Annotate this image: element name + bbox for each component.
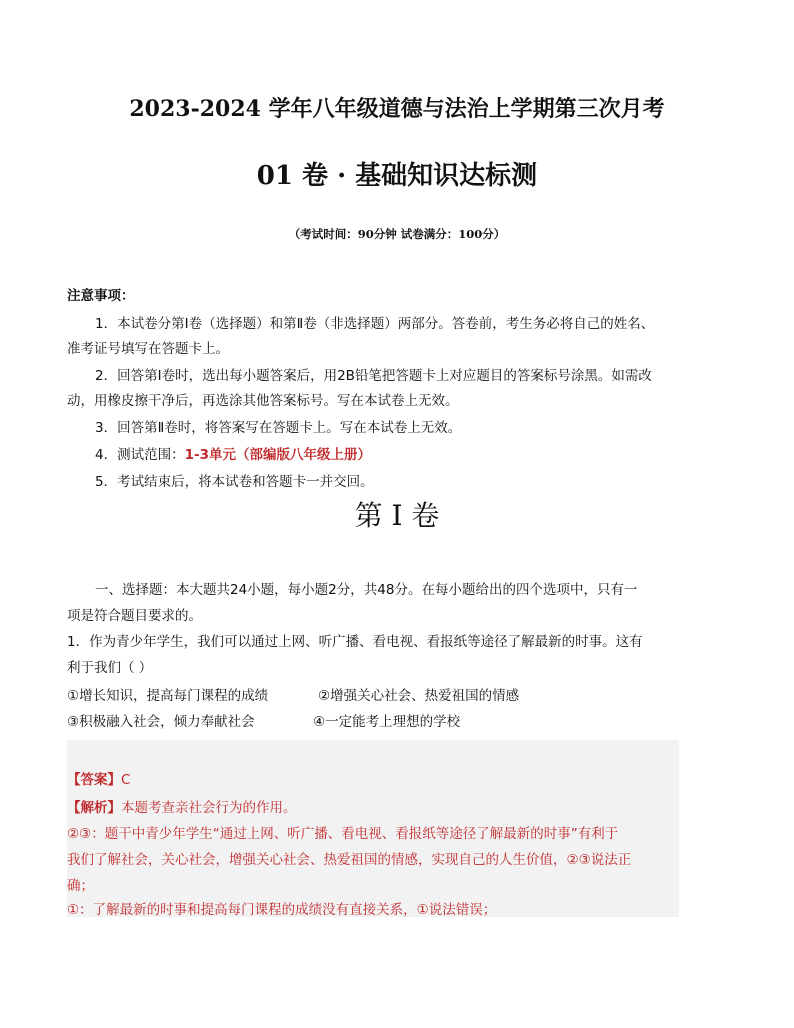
question-1-item-3: ③积极融入社会，倾力奉献社会 xyxy=(67,714,255,730)
notice-item-2-line-2: 动，用橡皮擦干净后，再选涂其他答案标号。写在本试卷上无效。 xyxy=(67,393,459,409)
exam-title: 2023-2024 学年八年级道德与法治上学期第三次月考 xyxy=(129,96,665,122)
answer-value: C xyxy=(121,772,131,788)
section-title: 第 I 卷 xyxy=(354,499,440,532)
analysis-line-1: ②③：题干中青少年学生“通过上网、听广播、看电视、看报纸等途径了解最新的时事”有利于 xyxy=(67,826,619,842)
question-1-item-1: ①增长知识，提高每门课程的成绩 xyxy=(67,688,269,704)
notice-item-1-line-1: 1．本试卷分第Ⅰ卷（选择题）和第Ⅱ卷（非选择题）两部分。答卷前，考生务必将自己的姓名、 xyxy=(95,316,655,332)
question-1-item-2: ②增强关心社会、热爱祖国的情感 xyxy=(318,688,520,704)
notice-item-1-line-2: 准考证号填写在答题卡上。 xyxy=(67,341,229,357)
notice-item-4 xyxy=(95,443,371,463)
analysis-line-4: ①：了解最新的时事和提高每门课程的成绩没有直接关系，①说法错误； xyxy=(67,902,497,918)
analysis-label: 【解析】 xyxy=(67,800,121,816)
notice-item-5: 5．考试结束后，将本试卷和答题卡一并交回。 xyxy=(95,474,374,490)
notice-item-2-line-1: 2．回答第Ⅰ卷时，选出每小题答案后，用2B铅笔把答题卡上对应题目的答案标号涂黑。如需改 xyxy=(95,368,652,384)
test-range: 1-3单元（部编版八年级上册） xyxy=(184,447,371,463)
section-instruction-line-2: 项是符合题目要求的。 xyxy=(67,608,202,624)
answer-label: 【答案】 xyxy=(67,772,121,788)
analysis-line-3: 确； xyxy=(67,878,94,894)
analysis-row xyxy=(67,796,297,816)
section-instruction-line-1: 一、选择题：本大题共24小题，每小题2分，共48分。在每小题给出的四个选项中，只有一 xyxy=(95,582,638,598)
exam-subtitle: 01 卷 · 基础知识达标测 xyxy=(256,161,538,191)
analysis-text: 本题考查亲社会行为的作用。 xyxy=(121,800,297,816)
answer-row xyxy=(67,768,130,788)
notice-item-3: 3．回答第Ⅱ卷时，将答案写在答题卡上。写在本试卷上无效。 xyxy=(95,420,462,436)
question-1-stem-line-1: 1．作为青少年学生，我们可以通过上网、听广播、看电视、看报纸等途径了解最新的时事。这有 xyxy=(67,634,643,650)
notice-item-4-prefix: 4．测试范围： xyxy=(95,447,185,463)
analysis-line-2: 我们了解社会，关心社会，增强关心社会、热爱祖国的情感，实现自己的人生价值，②③说法正 xyxy=(67,852,632,868)
question-1-stem-line-2: 利于我们（ ） xyxy=(67,660,153,676)
question-1-item-4: ④一定能考上理想的学校 xyxy=(313,714,461,730)
exam-meta: （考试时间：90分钟 试卷满分：100分） xyxy=(288,227,506,241)
notice-heading: 注意事项： xyxy=(67,288,135,304)
